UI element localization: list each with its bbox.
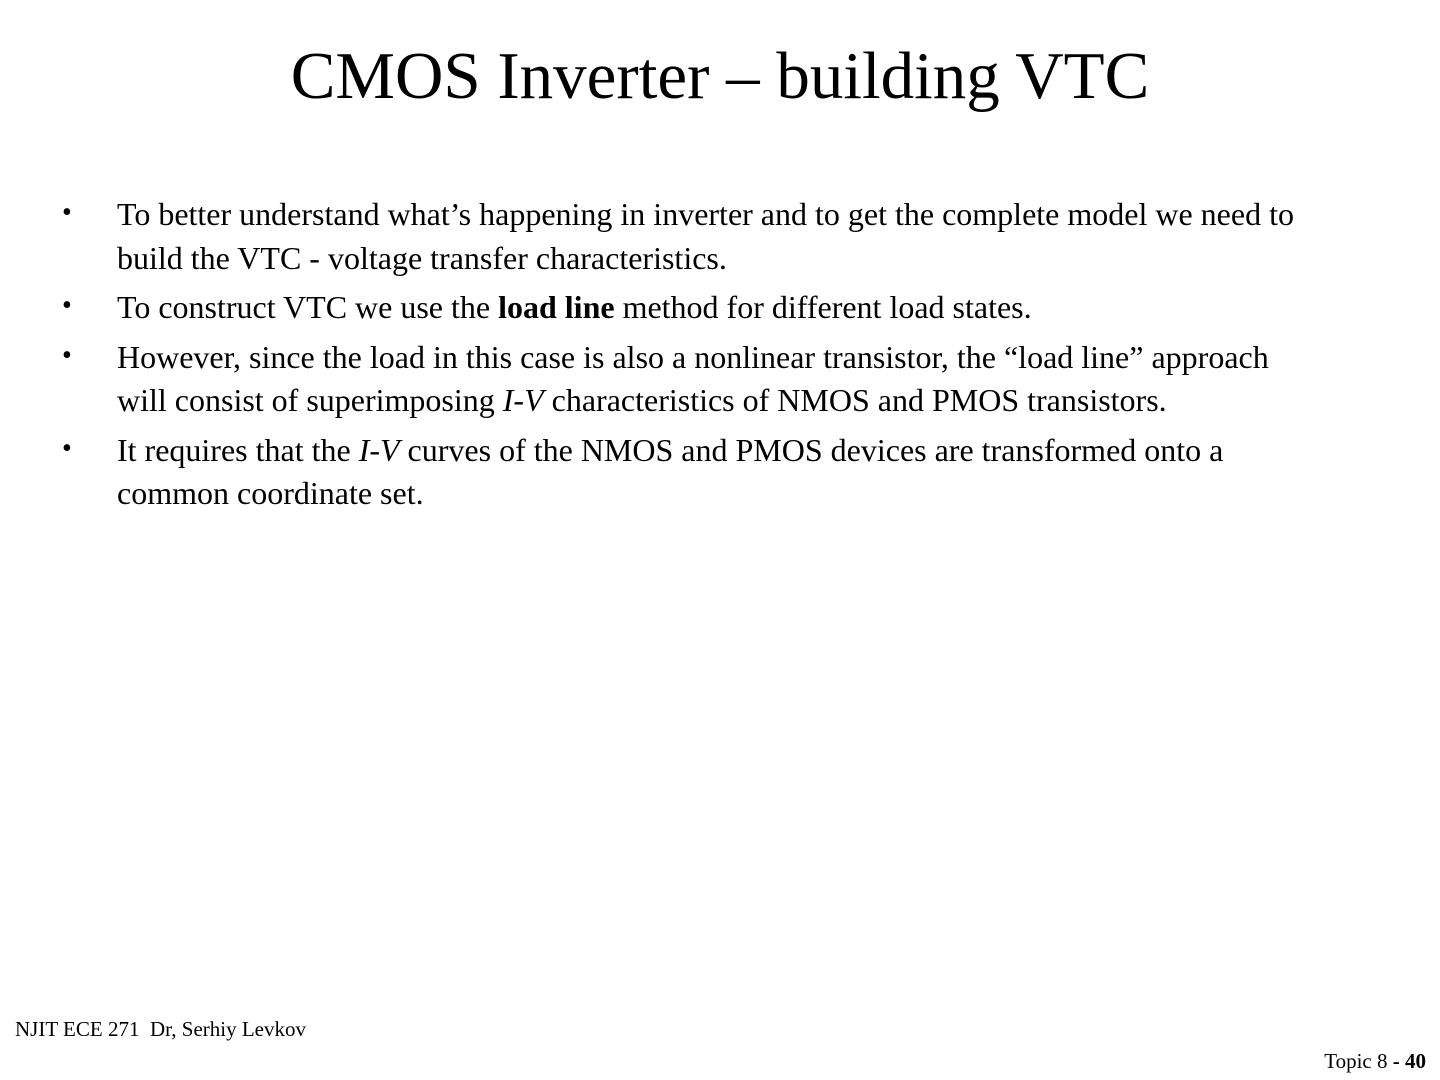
bullet-item: [62, 429, 1302, 516]
bullet-emphasis-italic: I-V: [502, 382, 544, 418]
footer-page-info: [1324, 1048, 1426, 1074]
bullet-text-segment: curves of the NMOS and PMOS devices are transformed onto a common coordinate set.: [117, 431, 1224, 511]
bullet-text-segment: To construct VTC we use the: [117, 289, 499, 325]
bullet-text-segment: method for different load states.: [614, 289, 1032, 325]
bullet-emphasis-italic: I-V: [358, 431, 400, 468]
bullet-text: [117, 432, 1223, 512]
bullet-text-segment: To better understand what’s happening in inverter and to get the complete model we need to build the VTC - voltage transfer characteristics.: [117, 196, 1294, 276]
bullet-item: [62, 193, 1302, 280]
bullet-text-segment: It requires that the: [117, 431, 359, 468]
bullet-item: [62, 336, 1302, 423]
bullet-dot-icon: •: [62, 290, 72, 321]
bullet-text: [117, 196, 1294, 276]
footer-page-number: 40: [1405, 1049, 1426, 1073]
bullet-dot-icon: •: [62, 339, 72, 371]
bullet-dot-icon: •: [62, 432, 72, 464]
bullet-text-segment: However, since the load in this case is also a nonlinear transistor, the “load line” approach will consist of superimposing: [117, 338, 1269, 418]
footer-topic-label: Topic 8: [1324, 1049, 1393, 1073]
slide-title: CMOS Inverter – building VTC: [290, 39, 1150, 113]
bullet-item: [62, 286, 1302, 330]
bullet-dot-icon: •: [62, 197, 72, 228]
bullet-text: [117, 339, 1269, 419]
bullet-text-segment: characteristics of NMOS and PMOS transistors.: [543, 382, 1167, 418]
bullet-list: [62, 193, 1302, 522]
bullet-emphasis-bold: load line: [498, 289, 615, 325]
footer-author: NJIT ECE 271 Dr, Serhiy Levkov: [15, 1017, 306, 1041]
footer-separator: -: [1392, 1049, 1405, 1073]
bullet-text: [117, 289, 1032, 325]
